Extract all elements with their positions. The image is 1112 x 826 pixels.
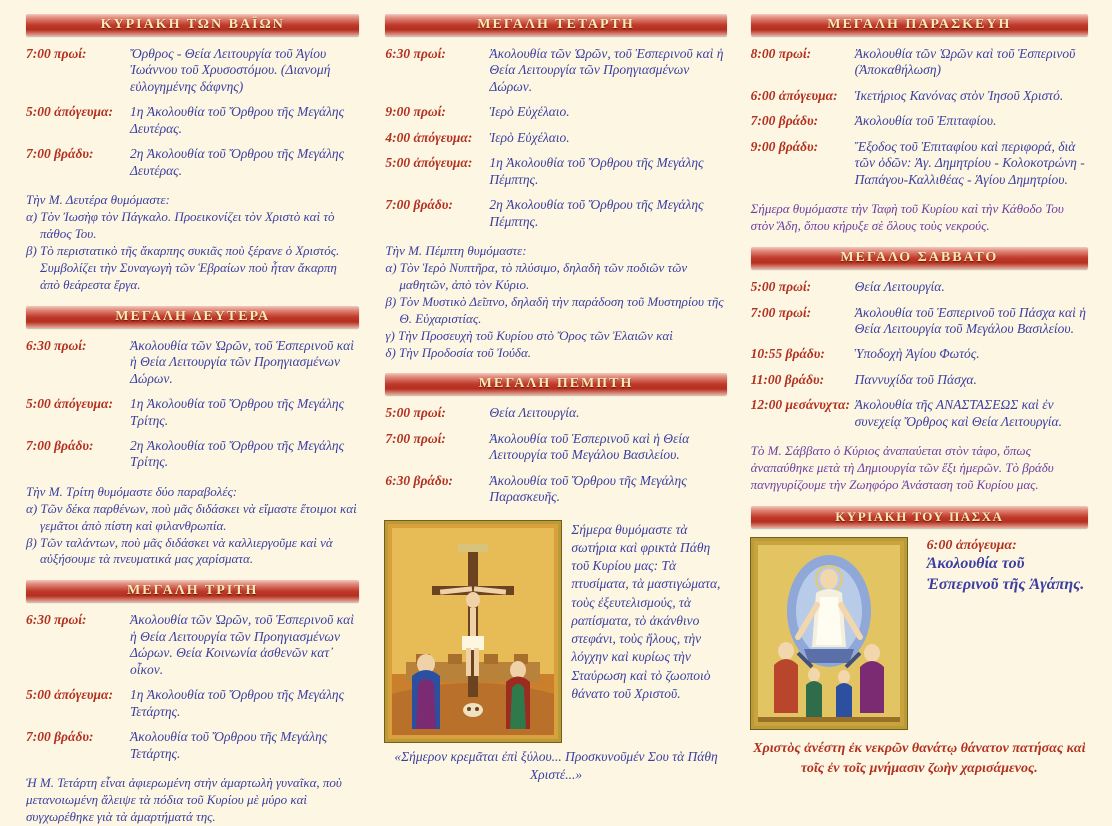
note-item: α) Τὸν Ἱερὸ Νυπτῆρα, τὸ πλύσιμο, δηλαδὴ τῶν ποδιῶν τῶν μαθητῶν, ἀπὸ τὸν Κύριο.: [385, 260, 688, 292]
section-title: ΚΥΡΙΑΚΗ ΤΩΝ ΒΑΪΩΝ: [100, 17, 285, 32]
column-left: [10, 14, 373, 824]
pascha-hymn: Χριστὸς ἀνέστη ἐκ νεκρῶν θανάτῳ θάνατον πατήσας καὶ τοῖς ἐν τοῖς μνήμασιν ζωὴν χαρισάμενος.: [753, 741, 1086, 776]
pascha-text-block: [917, 538, 1088, 729]
row-desc: 2η Ἀκολουθία τοῦ Ὄρθρου τῆς Μεγάλης Τρίτης.: [130, 437, 345, 470]
crucifixion-caption: «Σήμερον κρεμᾶται ἐπὶ ξύλου... Προσκυνοῦμέν Σου τὰ Πάθη Χριστέ...»: [394, 748, 718, 783]
table-row: [385, 130, 726, 155]
pascha-time: 6:00 ἀπόγευμα:: [926, 538, 1017, 554]
row-time: 5:00 πρωί:: [385, 405, 446, 421]
note-item: β) Τὸν Μυστικὸ Δεῖπνο, δηλαδὴ τὴν παράδοση τοῦ Μυστηρίου τῆς Θ. Εὐχαριστίας.: [385, 293, 724, 326]
section-banner-pascha: [751, 506, 1088, 528]
row-desc: 1η Ἀκολουθία τοῦ Ὄρθρου τῆς Μεγάλης Τετάρτης.: [130, 687, 345, 719]
row-desc: 1η Ἀκολουθία τοῦ Ὄρθρου τῆς Μεγάλης Δευτέρας.: [130, 104, 345, 136]
table-row: [751, 346, 1088, 371]
table-row: [26, 338, 359, 396]
row-time: 7:00 πρωί:: [385, 430, 446, 446]
schedule-holy-thursday: [385, 405, 726, 514]
row-time: 5:00 ἀπόγευμα:: [26, 396, 113, 412]
note-lead: Τὴν Μ. Πέμπτη θυμόμαστε:: [385, 243, 527, 259]
note-item: α) Τῶν δέκα παρθένων, ποὺ μᾶς διδάσκει νὰ εἴμαστε ἕτοιμοι καὶ γεμᾶτοι ἀπὸ πίστη καὶ φιλανθρωπία.: [26, 500, 357, 533]
table-row: [385, 104, 726, 129]
row-desc: Ἀκολουθία τῶν Ὡρῶν καὶ τοῦ Ἑσπερινοῦ (Ἀποκαθήλωση): [854, 46, 1076, 78]
row-desc: Ἀκολουθία τῶν Ὡρῶν, τοῦ Ἑσπερινοῦ καὶ ἡ Θεία Λειτουργία τῶν Προηγιασμένων Δώρων. Θεία Κοινωνία ἀσθενῶν κατ᾿ οἶκον.: [130, 612, 354, 677]
table-row: [26, 396, 359, 438]
table-row: [751, 305, 1088, 347]
table-row: [26, 46, 359, 104]
schedule-holy-monday: [26, 338, 359, 480]
table-row: [751, 397, 1088, 439]
schedule-holy-friday: [751, 46, 1088, 197]
row-desc: Θεία Λειτουργία.: [489, 405, 580, 421]
crucifixion-side-text: Σήμερα θυμόμαστε τὰ σωτήρια καὶ φρικτὰ Πάθη τοῦ Κυρίου μας: Τὰ πτυσίματα, τὰ μαστιγώματα, τοὺς ἐξευτελισμούς, τὰ ραπίσματα, τὸ ἀκάνθινο στεφάνι, τοὺς ἥλους, τὴν λόγχην καὶ κυρίως τὴν Σταύρωση καὶ τὸ ζωοποιὸ θάνατο τοῦ Χριστοῦ.: [571, 521, 721, 701]
note-palm-sunday: [26, 192, 359, 293]
table-row: [751, 279, 1088, 304]
table-row: [385, 155, 726, 197]
note-holy-monday: [26, 484, 359, 568]
note-item: β) Τῶν ταλάντων, ποὺ μᾶς διδάσκει νὰ καλλιεργοῦμε καὶ νὰ αὐξήσουμε τὰ πνευματικά μας χαρίσματα.: [26, 534, 333, 567]
row-desc: 2η Ἀκολουθία τοῦ Ὄρθρου τῆς Μεγάλης Πέμπτης.: [489, 197, 704, 229]
row-desc: Ἔξοδος τοῦ Ἐπιταφίου καὶ περιφορά, διὰ τῶν ὁδῶν: Ἁγ. Δημητρίου - Κολοκοτρώνη - Παπάγου-Καλλιθέας - Ἁγίου Δημητρίου.: [854, 138, 1085, 187]
row-desc: Ὄρθρος - Θεία Λειτουργία τοῦ Ἁγίου Ἰωάννου τοῦ Χρυσοστόμου. (Διανομή εὐλογημένης δάφνης): [130, 46, 331, 94]
section-title: ΜΕΓΑΛΗ ΠΕΜΠΤΗ: [478, 376, 634, 392]
row-time: 6:30 πρωί:: [385, 46, 446, 61]
table-row: [751, 46, 1088, 88]
row-desc: 1η Ἀκολουθία τοῦ Ὄρθρου τῆς Μεγάλης Τρίτης.: [130, 396, 345, 428]
row-time: 7:00 πρωί:: [750, 304, 812, 320]
row-desc: 1η Ἀκολουθία τοῦ Ὄρθρου τῆς Μεγάλης Πέμπτης.: [489, 155, 704, 187]
table-row: [385, 405, 726, 430]
section-banner-holy-tuesday: [26, 580, 359, 602]
row-time: 6:30 πρωί:: [26, 612, 87, 628]
section-title: ΜΕΓΑΛΗ ΠΑΡΑΣΚΕΥΗ: [827, 17, 1012, 32]
row-desc: Ἀκολουθία τῶν Ὡρῶν, τοῦ Ἑσπερινοῦ καὶ ἡ Θεία Λειτουργία τῶν Προηγιασμένων Δώρων.: [489, 46, 724, 94]
note-holy-wednesday: [385, 243, 726, 361]
table-row: [26, 729, 359, 771]
pascha-service: Ἀκολουθία τοῦ Ἑσπερινοῦ τῆς Ἀγάπης.: [926, 555, 1085, 593]
schedule-holy-saturday: [751, 279, 1088, 439]
table-row: [751, 113, 1088, 138]
table-row: [26, 104, 359, 146]
table-row: [26, 146, 359, 188]
row-time: 10:55 βράδυ:: [750, 346, 825, 362]
row-time: 9:00 πρωί:: [385, 104, 446, 120]
row-time: 6:00 ἀπόγευμα:: [750, 87, 838, 103]
row-time: 7:00 βράδυ:: [26, 146, 94, 162]
row-desc: Θεία Λειτουργία.: [854, 279, 945, 295]
row-time: 7:00 βράδυ:: [26, 437, 94, 453]
crucifixion-icon: [388, 524, 558, 739]
note-item: α) Τὸν Ἰωσὴφ τὸν Πάγκαλο. Προεικονίζει τὸν Χριστὸ καὶ τὸ πάθος Του.: [26, 209, 335, 242]
table-row: [26, 438, 359, 480]
row-desc: Ἀκολουθία τοῦ Ἐπιταφίου.: [854, 113, 997, 129]
table-row: [751, 372, 1088, 397]
row-time: 7:00 πρωί:: [26, 46, 87, 61]
row-time: 5:00 ἀπόγευμα:: [385, 155, 473, 171]
section-title: ΚΥΡΙΑΚΗ ΤΟΥ ΠΑΣΧΑ: [835, 509, 1004, 525]
schedule-holy-tuesday: [26, 612, 359, 771]
section-banner-palm-sunday: [26, 14, 359, 36]
note-holy-saturday: Τὸ Μ. Σάββατο ὁ Κύριος ἀναπαύεται στὸν τάφο, ὅπως ἀναπαύθηκε μετὰ τὴ Δημιουργία τῶν ἕξι ἡμερῶν. Τὸ βράδυ πανηγυρίζουμε τὴν Ζωηφόρο Ἀνάσταση τοῦ Κυρίου μας.: [750, 443, 1054, 493]
section-banner-holy-monday: [26, 306, 359, 328]
table-row: [385, 46, 726, 104]
row-time: 5:00 ἀπόγευμα:: [26, 104, 113, 120]
table-row: [751, 88, 1088, 113]
column-right: [739, 14, 1102, 774]
column-middle: [373, 14, 738, 783]
row-desc: Ἱκετήριος Κανόνας στὸν Ἰησοῦ Χριστό.: [854, 87, 1064, 103]
table-row: [751, 139, 1088, 197]
resurrection-icon: [754, 541, 904, 726]
row-time: 7:00 βράδυ:: [750, 113, 819, 129]
row-desc: Ἀκολουθία τῆς ΑΝΑΣΤΑΣΕΩΣ καὶ ἐν συνεχείᾳ Ὄρθρος καὶ Θεία Λειτουργία.: [854, 397, 1062, 429]
section-banner-holy-thursday: [385, 373, 726, 395]
note-holy-tuesday: [26, 775, 359, 826]
note-holy-friday: Σήμερα θυμόμαστε τὴν Ταφὴ τοῦ Κυρίου καὶ τὴν Κάθοδο Του στὸν Ἅδη, ὅπου κήρυξε σὲ ὅλους τοὺς νεκρούς.: [750, 201, 1064, 234]
row-desc: Ἀκολουθία τοῦ Ὄρθρου τῆς Μεγάλης Παρασκευῆς.: [489, 472, 687, 505]
table-row: [385, 473, 726, 515]
schedule-holy-wednesday: [385, 46, 726, 239]
row-desc: 2η Ἀκολουθία τοῦ Ὄρθρου τῆς Μεγάλης Δευτέρας.: [130, 146, 345, 178]
row-desc: Ἱερὸ Εὐχέλαιο.: [489, 129, 570, 145]
table-row: [385, 431, 726, 473]
row-time: 8:00 πρωί:: [750, 46, 812, 61]
row-desc: Ἱερὸ Εὐχέλαιο.: [489, 104, 570, 120]
note-item: δ) Τὴν Προδοσία τοῦ Ἰούδα.: [385, 344, 532, 360]
row-time: 9:00 βράδυ:: [750, 138, 819, 154]
row-time: 5:00 πρωί:: [750, 279, 812, 295]
icon-frame: [385, 521, 561, 742]
columns-container: [10, 14, 1102, 824]
section-banner-holy-wednesday: [385, 14, 726, 36]
table-row: [385, 197, 726, 239]
row-time: 11:00 βράδυ:: [750, 371, 825, 387]
pascha-block: [751, 538, 1088, 729]
row-time: 5:00 ἀπόγευμα:: [26, 687, 113, 703]
icon-frame: [751, 538, 907, 729]
note-item: β) Τὸ περιστατικὸ τῆς ἄκαρπης συκιᾶς ποὺ ξέρανε ὁ Χριστός. Συμβολίζει τὴν Συναγωγὴ τῶν Ἑβραίων ποὺ ἦταν ἄκαρπη ἀπὸ θεάρεστα ἔργα.: [26, 242, 340, 292]
row-time: 6:30 βράδυ:: [385, 472, 453, 488]
row-desc: Ἀκολουθία τοῦ Ὄρθρου τῆς Μεγάλης Τετάρτης.: [130, 729, 328, 761]
schedule-palm-sunday: [26, 46, 359, 188]
section-title: ΜΕΓΑΛΗ ΤΕΤΑΡΤΗ: [477, 17, 635, 32]
table-row: [26, 612, 359, 687]
section-banner-holy-saturday: [751, 247, 1088, 269]
row-desc: Ἀκολουθία τοῦ Ἑσπερινοῦ καὶ ἡ Θεία Λειτουργία τοῦ Μεγάλου Βασιλείου.: [489, 430, 690, 463]
row-time: 7:00 βράδυ:: [385, 197, 453, 213]
row-desc: Ἀκολουθία τοῦ Ἑσπερινοῦ τοῦ Πάσχα καὶ ἡ Θεία Λειτουργία τοῦ Μεγάλου Βασιλείου.: [854, 304, 1086, 336]
note-item: γ) Τὴν Προσευχὴ τοῦ Κυρίου στὸ Ὄρος τῶν Ἐλαιῶν καὶ: [385, 327, 673, 343]
row-time: 7:00 βράδυ:: [26, 729, 94, 745]
note-item: Ἡ Μ. Τετάρτη εἶναι ἀφιερωμένη στὴν ἁμαρτωλὴ γυναῖκα, ποὺ μετανοιωμένη ἄλειψε τὰ πόδια τοῦ Κυρίου μὲ μύρο καὶ συγχωρέθηκε γιὰ τὰ ἁμαρτήματά της.: [26, 775, 342, 824]
row-time: 6:30 πρωί:: [26, 337, 87, 353]
row-time: 4:00 ἀπόγευμα:: [385, 129, 473, 145]
section-title: ΜΕΓΑΛΗ ΔΕΥΤΕΡΑ: [115, 308, 271, 324]
crucifixion-icon-block: [385, 521, 726, 742]
section-title: ΜΕΓΑΛΟ ΣΑΒΒΑΤΟ: [840, 250, 999, 266]
note-lead: Τὴν Μ. Τρίτη θυμόμαστε δύο παραβολές:: [26, 483, 238, 499]
row-time: 12:00 μεσάνυχτα:: [750, 397, 850, 413]
table-row: [26, 687, 359, 729]
section-title: ΜΕΓΑΛΗ ΤΡΙΤΗ: [126, 583, 259, 599]
note-lead: Τὴν Μ. Δευτέρα θυμόμαστε:: [26, 192, 170, 208]
row-desc: Παννυχίδα τοῦ Πάσχα.: [854, 371, 977, 387]
row-desc: Ἀκολουθία τῶν Ὡρῶν, τοῦ Ἑσπερινοῦ καὶ ἡ Θεία Λειτουργία τῶν Προηγιασμένων Δώρων.: [130, 337, 354, 386]
section-banner-holy-friday: [751, 14, 1088, 36]
row-desc: Ὑποδοχὴ Ἁγίου Φωτός.: [854, 346, 980, 362]
